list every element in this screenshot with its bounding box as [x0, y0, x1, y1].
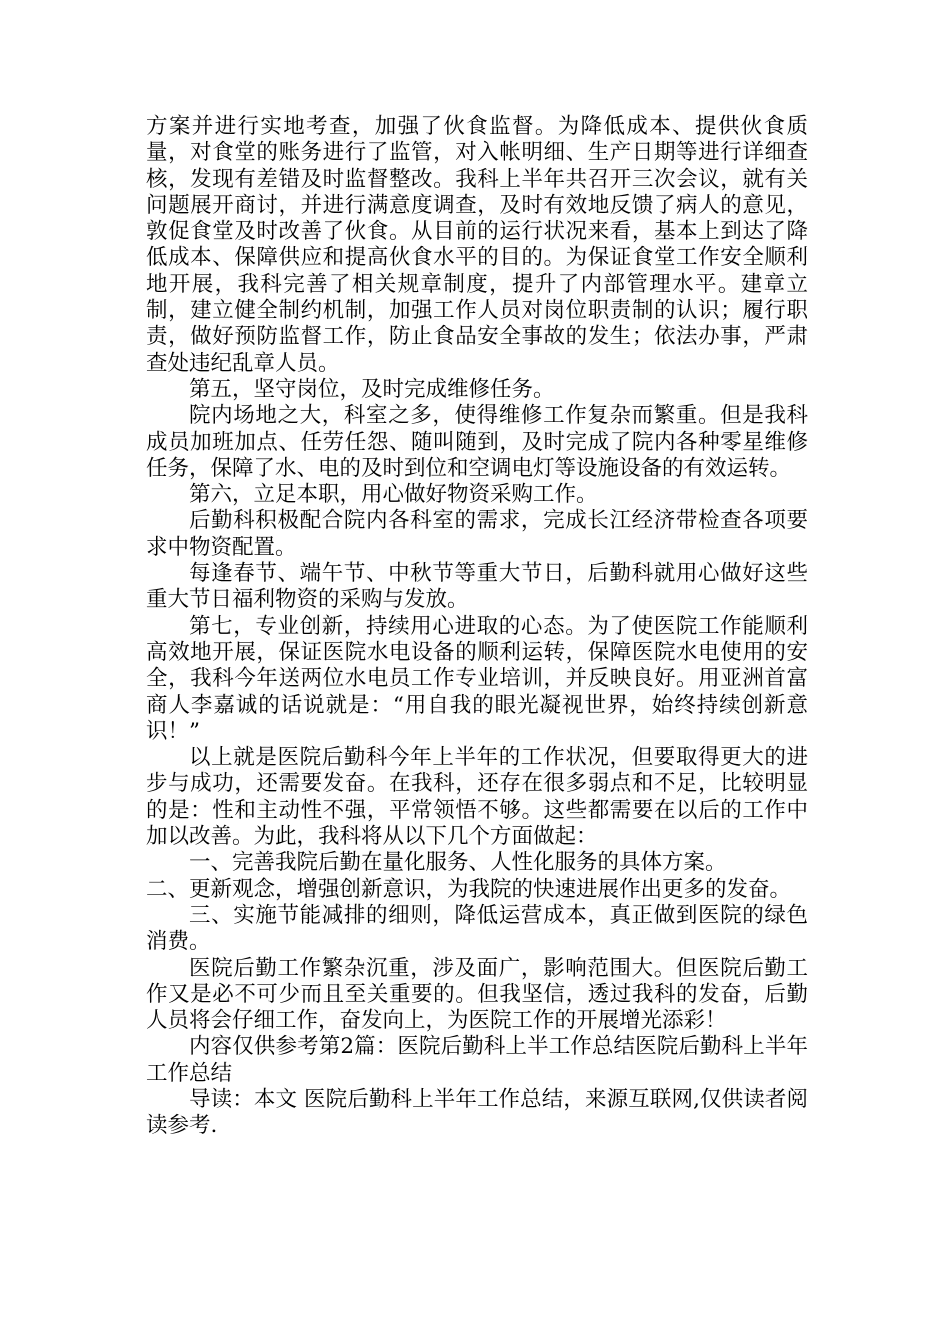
document-body: [146, 114, 808, 1140]
paragraph-10: 二、更新观念，增强创新意识，为我院的快速进展作出更多的发奋。: [146, 876, 792, 902]
paragraph-3: 院内场地之大，科室之多，使得维修工作复杂而繁重。但是我科成员加班加点、任劳任怨、随叫随到，及时完成了院内各种零星维修任务，保障了水、电的及时到位和空调电灯等设施设备的有效运转。: [146, 403, 808, 481]
paragraph-11: 三、实施节能减排的细则，降低运营成本，真正做到医院的绿色消费。: [146, 902, 808, 955]
paragraph-4: 第六，立足本职，用心做好物资采购工作。: [189, 482, 598, 508]
paragraph-13: 内容仅供参考第2篇：医院后勤科上半工作总结医院后勤科上半年工作总结: [146, 1034, 808, 1086]
paragraph-9: 一、完善我院后勤在量化服务、人性化服务的具体方案。: [189, 850, 727, 876]
paragraph-7: 第七，专业创新，持续用心进取的心态。为了使医院工作能顺利高效地开展，保证医院水电设备的顺利运转，保障医院水电使用的安全，我科今年送两位水电员工作专业培训，并反映良好。用亚洲首富商人李嘉诚的话说就是：“用自我的眼光凝视世界，始终持续创新意识！”: [146, 613, 808, 744]
paragraph-6: 每逢春节、端午节、中秋节等重大节日，后勤科就用心做好这些重大节日福利物资的采购与发放。: [146, 561, 808, 613]
paragraph-12: 医院后勤工作繁杂沉重，涉及面广，影响范围大。但医院后勤工作又是必不可少而且至关重要的。但我坚信，透过我科的发奋，后勤人员将会仔细工作，奋发向上，为医院工作的开展增光添彩！: [146, 955, 808, 1034]
paragraph-14: 导读：本文 医院后勤科上半年工作总结，来源互联网,仅供读者阅读参考.: [146, 1086, 808, 1139]
paragraph-2: 第五，坚守岗位，及时完成维修任务。: [189, 376, 555, 402]
paragraph-8: 以上就是医院后勤科今年上半年的工作状况，但要取得更大的进步与成功，还需要发奋。在我科，还存在很多弱点和不足，比较明显的是：性和主动性不强，平常领悟不够。这些都需要在以后的工作中加以改善。为此，我科将从以下几个方面做起：: [146, 745, 808, 850]
paragraph-1: 方案并进行实地考查，加强了伙食监督。为降低成本、提供伙食质量，对食堂的账务进行了监管，对入帐明细、生产日期等进行详细查核，发现有差错及时监督整改。我科上半年共召开三次会议，就有关问题展开商讨，并进行满意度调查，及时有效地反馈了病人的意见，敦促食堂及时改善了伙食。从目前的运行状况来看，基本上到达了降低成本、保障供应和提高伙食水平的目的。为保证食堂工作安全顺利地开展，我科完善了相关规章制度，提升了内部管理水平。建章立制，建立健全制约机制，加强工作人员对岗位职责制的认识；履行职责，做好预防监督工作，防止食品安全事故的发生；依法办事，严肃查处违纪乱章人员。: [146, 114, 808, 376]
paragraph-5: 后勤科积极配合院内各科室的需求，完成长江经济带检查各项要求中物资配置。: [146, 508, 808, 560]
